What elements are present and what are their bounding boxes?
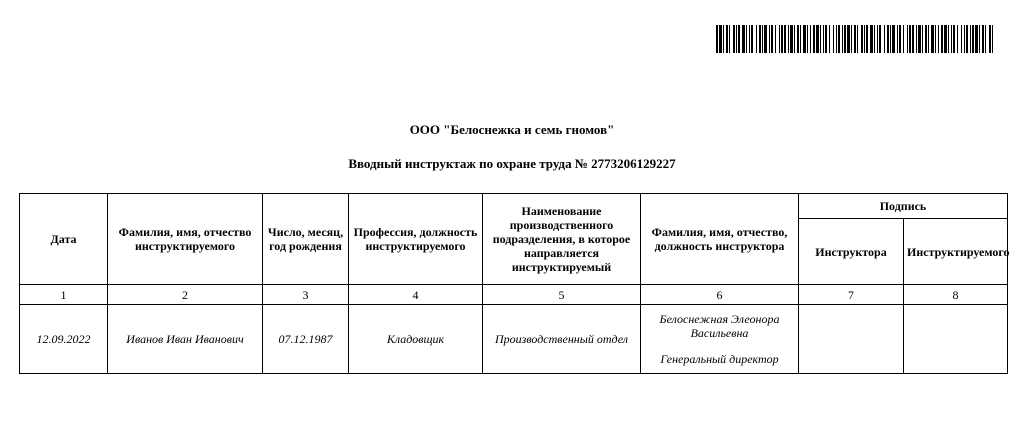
table-row bbox=[20, 305, 1008, 374]
document-title: Вводный инструктаж по охране труда № 2773206129227 bbox=[348, 156, 676, 171]
cell-date: 12.09.2022 bbox=[20, 305, 108, 374]
header-signature: Подпись bbox=[799, 194, 1008, 219]
cell-trainee-name: Иванов Иван Иванович bbox=[108, 305, 263, 374]
cell-department: Производственный отдел bbox=[483, 305, 641, 374]
column-number: 4 bbox=[349, 285, 483, 305]
column-number: 1 bbox=[20, 285, 108, 305]
organization-name: ООО "Белоснежка и семь гномов" bbox=[409, 122, 615, 137]
column-number: 2 bbox=[108, 285, 263, 305]
header-sig-instructor: Инструктора bbox=[799, 219, 904, 285]
instructor-name: Белоснежная Элеонора Васильевна bbox=[659, 312, 780, 340]
header-birth-date: Число, месяц, год рождения bbox=[263, 194, 349, 285]
header-trainee-name: Фамилия, имя, отчество инструктируемого bbox=[108, 194, 263, 285]
cell-birth-date: 07.12.1987 bbox=[263, 305, 349, 374]
column-number: 8 bbox=[904, 285, 1008, 305]
instructor-position: Генеральный директор bbox=[660, 352, 779, 366]
column-number: 6 bbox=[641, 285, 799, 305]
briefing-journal-table bbox=[19, 193, 1008, 374]
cell-instructor bbox=[641, 305, 799, 374]
header-instructor: Фамилия, имя, отчество, должность инструктора bbox=[641, 194, 799, 285]
header-sig-trainee: Инструктируемого bbox=[904, 219, 1008, 285]
header-department: Наименование производственного подразделения, в которое направляется инструктируемый bbox=[483, 194, 641, 285]
cell-position: Кладовщик bbox=[349, 305, 483, 374]
column-numbers-row bbox=[20, 285, 1008, 305]
column-number: 5 bbox=[483, 285, 641, 305]
cell-sig-instructor bbox=[799, 305, 904, 374]
cell-sig-trainee bbox=[904, 305, 1008, 374]
column-number: 3 bbox=[263, 285, 349, 305]
header-position: Профессия, должность инструктируемого bbox=[349, 194, 483, 285]
barcode-icon bbox=[716, 25, 994, 53]
header-date: Дата bbox=[20, 194, 108, 285]
column-number: 7 bbox=[799, 285, 904, 305]
